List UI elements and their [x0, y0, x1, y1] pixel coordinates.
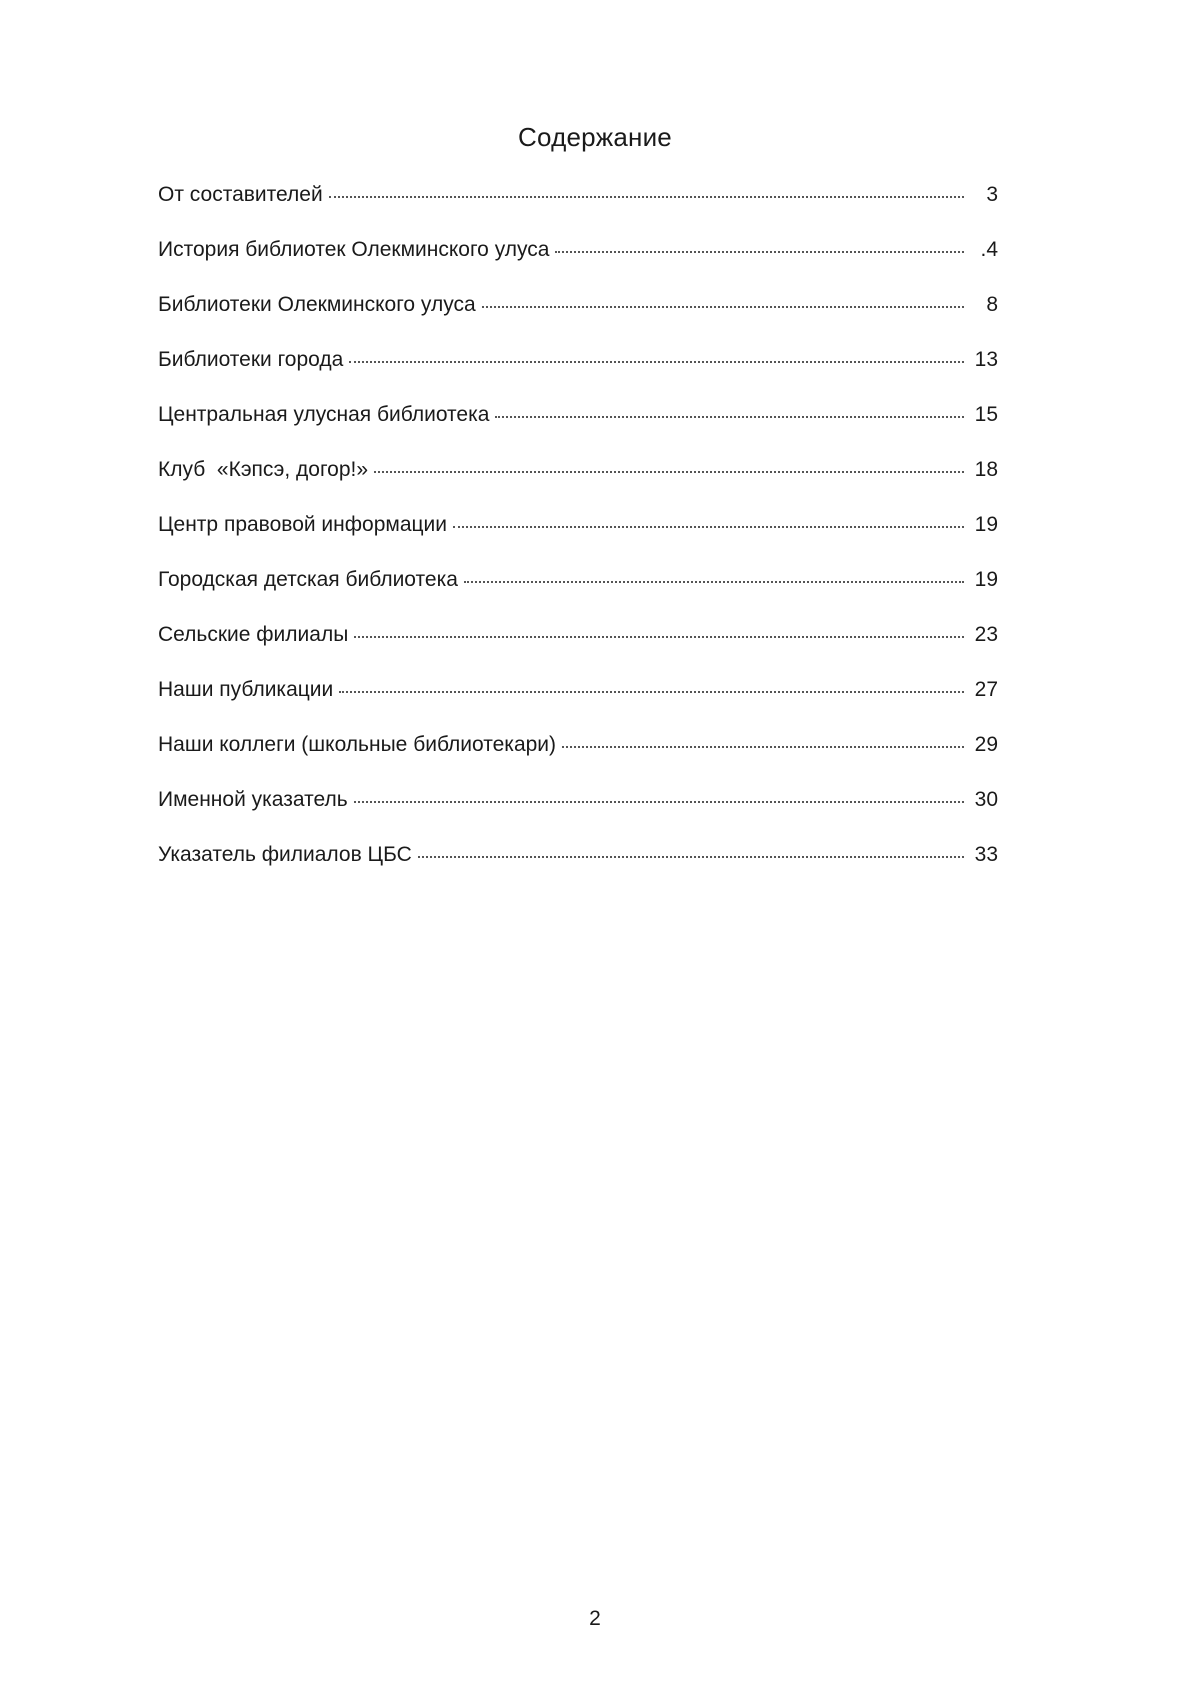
toc-entry — [158, 458, 998, 513]
toc-entry — [158, 568, 998, 623]
toc-entry — [158, 238, 998, 293]
toc-entry — [158, 678, 998, 733]
toc-entry-page: 33 — [974, 843, 998, 866]
toc-entry — [158, 183, 998, 238]
toc-entry-page: 18 — [974, 458, 998, 481]
toc-entry-page: 29 — [974, 733, 998, 756]
toc-entry-page: 27 — [974, 678, 998, 701]
toc-dot-leader — [495, 416, 964, 418]
toc-entry-label: История библиотек Олекминского улуса — [158, 238, 550, 261]
toc-entry-page: 8 — [986, 293, 998, 316]
toc-entry-label: Библиотеки города — [158, 348, 344, 371]
page-number: 2 — [589, 1607, 601, 1630]
toc-entry-page: 13 — [974, 348, 998, 371]
toc-entry — [158, 348, 998, 403]
toc-entry-page: .4 — [980, 238, 998, 261]
toc-entry-page: 15 — [974, 403, 998, 426]
toc-dot-leader — [418, 856, 964, 858]
toc-entry-label: Указатель филиалов ЦБС — [158, 843, 412, 866]
toc-entry-label: Именной указатель — [158, 788, 348, 811]
toc-dot-leader — [374, 471, 964, 473]
toc-entry — [158, 733, 998, 788]
toc-dot-leader — [453, 526, 964, 528]
toc-dot-leader — [562, 746, 964, 748]
toc-dot-leader — [555, 251, 964, 253]
toc-entry — [158, 623, 998, 678]
toc-title: Содержание — [518, 122, 672, 152]
toc-entry-page: 23 — [974, 623, 998, 646]
toc-entry — [158, 843, 998, 898]
toc-entry-page: 3 — [986, 183, 998, 206]
toc-entry-label: Сельские филиалы — [158, 623, 349, 646]
toc-entry-label: Наши публикации — [158, 678, 334, 701]
toc-entry-page: 19 — [974, 568, 998, 591]
toc-entry — [158, 403, 998, 458]
toc-entry-label: Центральная улусная библиотека — [158, 403, 490, 426]
toc-dot-leader — [349, 361, 964, 363]
toc-entry-page: 30 — [974, 788, 998, 811]
toc-entry — [158, 788, 998, 843]
toc-entry — [158, 513, 998, 568]
toc-entry-label: Клуб «Кэпсэ, догор!» — [158, 458, 369, 481]
toc-dot-leader — [354, 801, 964, 803]
toc-entry — [158, 293, 998, 348]
toc-entry-label: От составителей — [158, 183, 323, 206]
toc-entry-page: 19 — [974, 513, 998, 536]
toc-entry-label: Наши коллеги (школьные библиотекари) — [158, 733, 557, 756]
toc-list — [158, 183, 998, 898]
toc-dot-leader — [354, 636, 964, 638]
toc-entry-label: Городская детская библиотека — [158, 568, 458, 591]
toc-entry-label: Центр правовой информации — [158, 513, 448, 536]
toc-dot-leader — [329, 196, 964, 198]
toc-dot-leader — [339, 691, 964, 693]
toc-dot-leader — [464, 581, 964, 583]
toc-entry-label: Библиотеки Олекминского улуса — [158, 293, 476, 316]
toc-dot-leader — [482, 306, 964, 308]
